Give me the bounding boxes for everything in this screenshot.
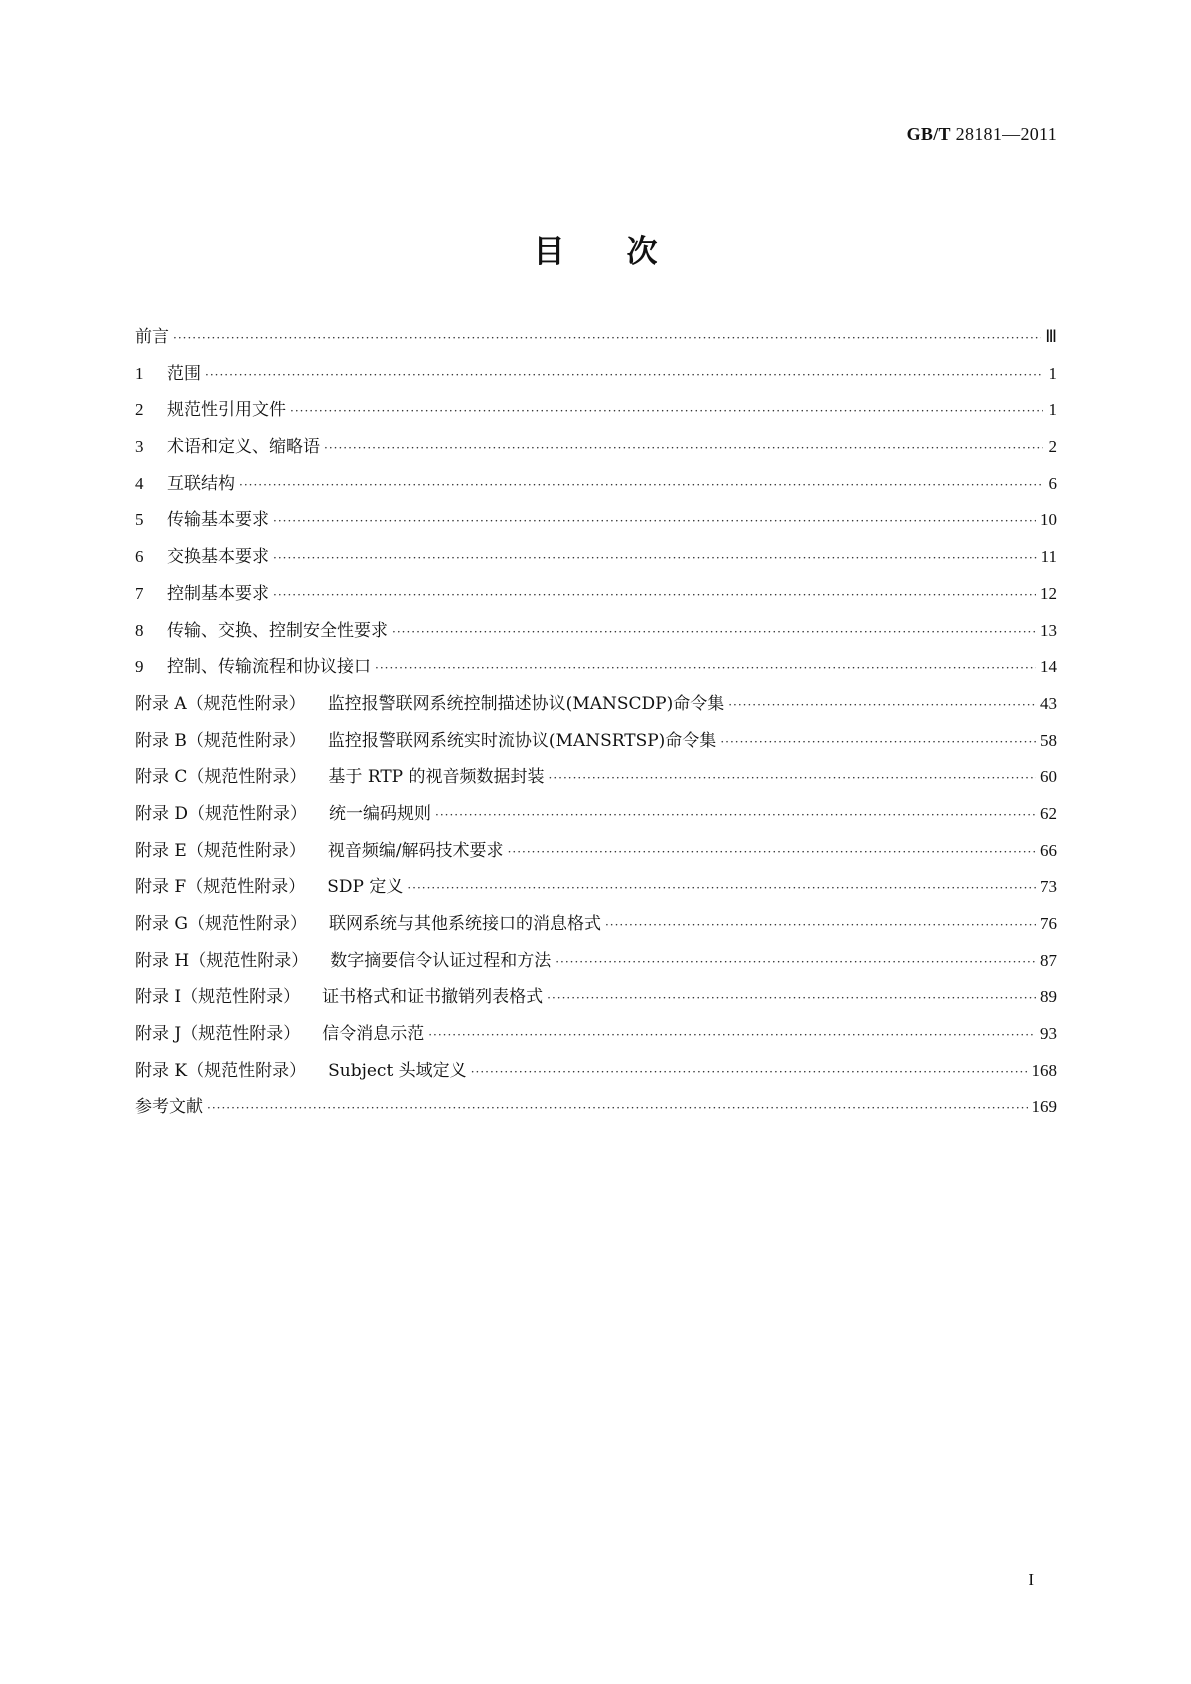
toc-leader-dots <box>471 1065 1028 1079</box>
toc-entry-label <box>135 689 724 714</box>
toc-entry-page: 168 <box>1031 1060 1057 1080</box>
toc-entry-number: 6 <box>135 547 144 567</box>
toc-entry-label <box>135 982 543 1007</box>
toc-leader-dots <box>273 514 1036 528</box>
toc-entry-label <box>135 359 201 384</box>
toc-entry-page: Ⅲ <box>1045 327 1057 346</box>
toc-entry-title: 证书格式和证书撤销列表格式 <box>322 987 544 1008</box>
toc-entry[interactable] <box>135 395 1057 432</box>
toc-leader-dots <box>375 661 1036 675</box>
toc-entry-label <box>135 799 431 824</box>
toc-entry-label <box>135 1092 203 1117</box>
toc-entry-label <box>135 469 235 494</box>
toc-annex-prefix: 附录 I（规范性附录） <box>135 987 301 1008</box>
toc-entry[interactable] <box>135 652 1057 689</box>
toc-leader-dots <box>549 771 1036 785</box>
toc-entry-title: 监控报警联网系统控制描述协议(MANSCDP)命令集 <box>327 693 725 714</box>
toc-leader-dots <box>720 735 1036 749</box>
toc-entry-page: 76 <box>1040 914 1057 933</box>
toc-entry-page: 93 <box>1040 1024 1057 1044</box>
toc-entry-label <box>135 505 269 530</box>
toc-leader-dots <box>555 955 1036 969</box>
toc-entry[interactable] <box>135 359 1057 396</box>
toc-entry-title: 统一编码规则 <box>329 803 432 824</box>
toc-leader-dots <box>547 991 1036 1005</box>
toc-entry[interactable] <box>135 726 1057 763</box>
toc-entry-title: 联网系统与其他系统接口的消息格式 <box>328 914 601 934</box>
toc-annex-prefix: 附录 A（规范性附录） <box>135 693 306 714</box>
toc-leader-dots <box>273 588 1036 602</box>
toc-entry-title: 交换基本要求 <box>167 547 269 568</box>
toc-annex-prefix: 附录 C（规范性附录） <box>135 767 307 788</box>
toc-entry[interactable] <box>135 909 1057 946</box>
toc-entry-number: 2 <box>135 400 144 420</box>
toc-entry-number: 7 <box>135 583 144 603</box>
toc-entry[interactable] <box>135 799 1057 836</box>
toc-entry-label <box>135 542 269 567</box>
toc-leader-dots <box>205 368 1043 382</box>
toc-leader-dots <box>605 918 1036 932</box>
toc-entry-label <box>135 652 371 677</box>
toc-entry[interactable] <box>135 1092 1057 1129</box>
toc-entry-page: 14 <box>1040 657 1057 677</box>
toc-entry-page: 1 <box>1048 400 1057 420</box>
toc-entry-number: 5 <box>135 510 144 530</box>
toc-entry-label <box>135 579 269 604</box>
toc-entry-page: 66 <box>1040 840 1057 860</box>
toc-entry-page: 13 <box>1040 620 1057 640</box>
toc-annex-prefix: 附录 E（规范性附录） <box>135 840 306 861</box>
toc-annex-prefix: 附录 K（规范性附录） <box>135 1060 307 1081</box>
toc-entry[interactable] <box>135 579 1057 616</box>
toc-annex-prefix: 附录 B（规范性附录） <box>135 730 306 751</box>
toc-entry-page: 2 <box>1048 437 1057 457</box>
toc-entry-title: 信令消息示范 <box>322 1024 425 1045</box>
toc-entry-page: 60 <box>1040 767 1057 787</box>
toc-entry-page: 6 <box>1048 473 1057 493</box>
toc-entry-label <box>135 1019 424 1044</box>
toc-entry-label <box>135 762 545 787</box>
standard-number: 28181—2011 <box>955 124 1057 144</box>
standard-code: GB/T <box>906 124 951 144</box>
toc-entry-title: 术语和定义、缩略语 <box>167 437 320 458</box>
toc-entry-number: 3 <box>135 437 144 457</box>
toc-entry-page: 89 <box>1040 987 1057 1007</box>
toc-leader-dots <box>173 331 1041 345</box>
toc-entry[interactable] <box>135 469 1057 506</box>
toc-annex-prefix: 附录 D（规范性附录） <box>135 803 308 824</box>
toc-entry[interactable] <box>135 542 1057 579</box>
toc-leader-dots <box>428 1028 1036 1042</box>
toc-entry-number: 1 <box>135 363 144 383</box>
toc-entry-page: 73 <box>1040 877 1057 897</box>
toc-entry-title: 前言 <box>135 327 169 347</box>
toc-entry-label <box>135 322 169 347</box>
toc-leader-dots <box>324 441 1043 455</box>
toc-entry-page: 62 <box>1040 803 1057 823</box>
toc-leader-dots <box>273 551 1037 565</box>
toc-entry[interactable] <box>135 1019 1057 1056</box>
toc-entry[interactable] <box>135 322 1057 359</box>
toc-annex-prefix: 附录 F（规范性附录） <box>135 877 306 898</box>
toc-entry-page: 12 <box>1040 583 1057 603</box>
toc-entry-title: 传输基本要求 <box>167 510 269 531</box>
toc-entry-title: 监控报警联网系统实时流协议(MANSRTSP)命令集 <box>327 730 717 751</box>
toc-entry-title: 传输、交换、控制安全性要求 <box>167 620 388 641</box>
page-title: 目次 <box>533 234 720 270</box>
toc-annex-prefix: 附录 J（规范性附录） <box>135 1024 301 1045</box>
toc-entry[interactable] <box>135 946 1057 983</box>
page-number: I <box>1028 1570 1034 1589</box>
toc-annex-prefix: 附录 G（规范性附录） <box>135 914 307 934</box>
toc-entry-label <box>135 726 716 751</box>
toc-entry[interactable] <box>135 432 1057 469</box>
toc-entry-page: 11 <box>1040 547 1057 567</box>
toc-entry-title: 控制基本要求 <box>167 583 269 604</box>
toc-entry[interactable] <box>135 762 1057 799</box>
toc-entry-page: 10 <box>1040 510 1057 530</box>
toc-leader-dots <box>728 698 1036 712</box>
toc-entry-title: 控制、传输流程和协议接口 <box>167 657 371 678</box>
toc-entry-title: Subject 头域定义 <box>328 1060 467 1081</box>
toc-entry-title: 数字摘要信令认证过程和方法 <box>330 950 552 971</box>
toc-leader-dots <box>207 1101 1028 1115</box>
toc-entry[interactable] <box>135 689 1057 726</box>
toc-entry-page: 43 <box>1040 693 1057 713</box>
toc-entry[interactable] <box>135 872 1057 909</box>
toc-entry-label <box>135 946 551 971</box>
toc-entry-label <box>135 616 388 641</box>
toc-entry-label <box>135 909 601 934</box>
table-of-contents <box>135 322 1057 1129</box>
toc-leader-dots <box>435 808 1036 822</box>
toc-entry-number: 4 <box>135 473 144 493</box>
toc-entry[interactable] <box>135 505 1057 542</box>
toc-leader-dots <box>290 404 1043 418</box>
toc-entry-page: 87 <box>1040 950 1057 970</box>
toc-leader-dots <box>392 625 1036 639</box>
toc-entry-title: 参考文献 <box>135 1097 203 1118</box>
toc-entry-title: 范围 <box>167 363 201 384</box>
toc-entry-title: 规范性引用文件 <box>167 400 286 421</box>
toc-entry-title: SDP 定义 <box>327 877 404 898</box>
toc-entry-page: 58 <box>1040 730 1057 750</box>
toc-entry-number: 9 <box>135 657 144 677</box>
toc-entry-title: 基于 RTP 的视音频数据封装 <box>328 767 545 788</box>
toc-leader-dots <box>508 845 1036 859</box>
toc-entry-label <box>135 872 403 897</box>
toc-annex-prefix: 附录 H（规范性附录） <box>135 950 309 971</box>
toc-entry-label <box>135 836 504 861</box>
toc-entry-label <box>135 395 286 420</box>
toc-leader-dots <box>239 478 1043 492</box>
toc-entry[interactable] <box>135 1056 1057 1093</box>
standard-header <box>907 124 1057 145</box>
toc-entry-label <box>135 1056 467 1081</box>
toc-entry-title: 互联结构 <box>167 473 235 494</box>
toc-entry-number: 8 <box>135 620 144 640</box>
toc-entry-page: 169 <box>1031 1097 1057 1117</box>
toc-leader-dots <box>407 881 1036 895</box>
toc-entry[interactable] <box>135 982 1057 1019</box>
toc-entry-label <box>135 432 320 457</box>
toc-entry-title: 视音频编/解码技术要求 <box>327 840 504 861</box>
toc-entry-page: 1 <box>1048 363 1057 383</box>
toc-entry[interactable] <box>135 836 1057 873</box>
toc-entry[interactable] <box>135 616 1057 653</box>
